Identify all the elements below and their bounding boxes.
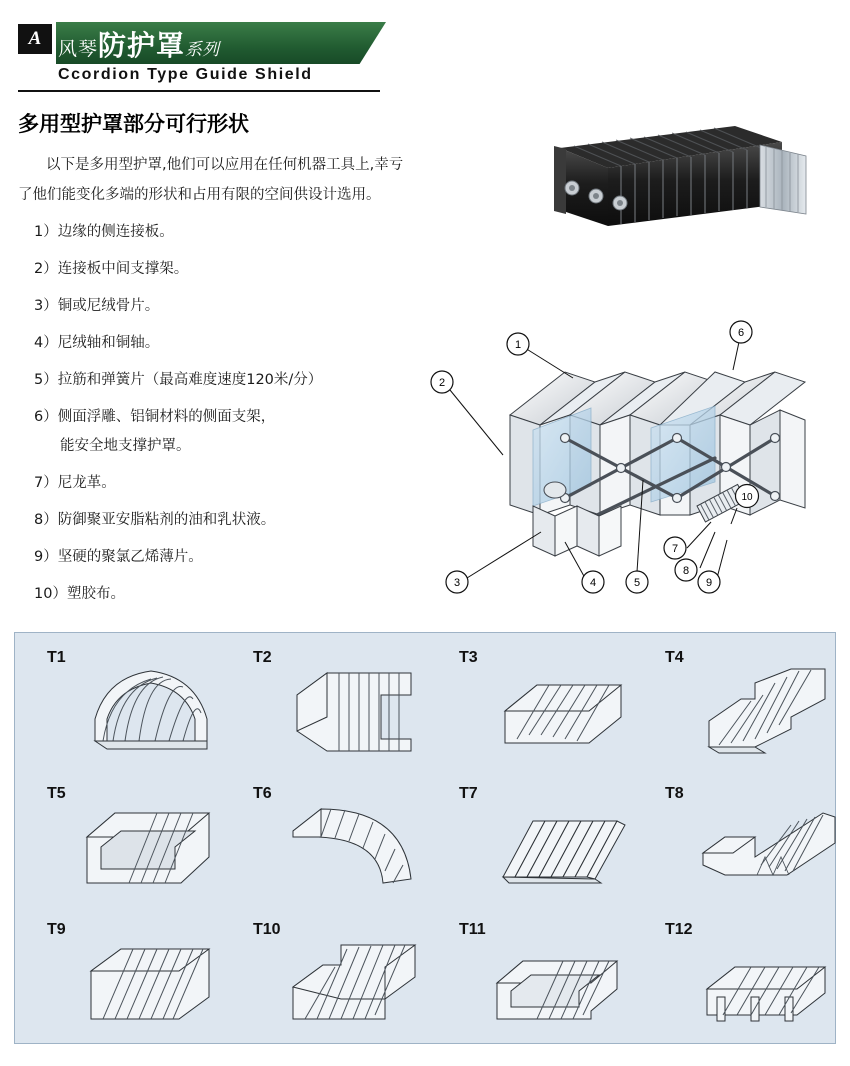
list-item [34, 222, 424, 242]
svg-text:2: 2 [438, 377, 446, 389]
shape-cell-t3 [437, 641, 642, 769]
svg-text:10: 10 [741, 492, 753, 503]
shape-art-legged-bellows [695, 927, 843, 1033]
shape-label: T12 [665, 921, 693, 938]
list-item-continuation: 能安全地支撑护罩。 [60, 438, 191, 454]
callout-3 [446, 571, 468, 593]
shape-art-triangular-ridge-bellows [489, 791, 637, 897]
list-item-text: 坚硬的聚氯乙烯薄片。 [57, 549, 203, 565]
svg-text:4: 4 [589, 577, 597, 589]
shape-art-long-tapered-bellows [695, 791, 843, 897]
list-item-number: 6） [34, 409, 58, 425]
list-item-text: 连接板中间支撑架。 [57, 261, 189, 277]
list-item-number: 7） [34, 475, 58, 491]
shape-cell-t8 [643, 777, 848, 905]
list-item [34, 547, 424, 567]
shape-label: T6 [253, 785, 272, 802]
shape-cell-t12 [643, 913, 848, 1041]
shape-art-l-shaped-bellows [283, 927, 431, 1033]
shape-label: T3 [459, 649, 478, 666]
shape-label: T4 [665, 649, 684, 666]
shape-label: T11 [459, 921, 486, 938]
callout-1 [507, 333, 529, 355]
list-item-text: 侧面浮雕、铝铜材料的侧面支架， [57, 409, 276, 425]
shape-cell-t7 [437, 777, 642, 905]
intro-paragraph: 以下是多用型护罩,他们可以应用在任何机器工具上,幸亏了他们能变化多端的形状和占用有限的空间供设计选用。 [18, 157, 404, 203]
list-item [34, 473, 424, 493]
shape-art-rectangular-frame-bellows [77, 791, 225, 897]
list-item-text: 尼龙革。 [57, 475, 116, 491]
shape-art-curved-bellows [283, 791, 431, 897]
callout-4 [582, 571, 604, 593]
shape-label: T5 [47, 785, 66, 802]
list-item-number: 5） [34, 372, 58, 388]
exploded-diagram [415, 310, 840, 600]
banner-chinese-title [58, 24, 219, 62]
list-item-number: 8） [34, 512, 58, 528]
callout-8 [675, 559, 697, 581]
series-badge: A [18, 24, 52, 54]
list-item [34, 296, 424, 316]
svg-text:3: 3 [453, 577, 461, 589]
shape-cell-t4 [643, 641, 848, 769]
callout-5 [626, 571, 648, 593]
list-item-number: 2） [34, 261, 58, 277]
shape-cell-t2 [231, 641, 436, 769]
list-item-number: 4） [34, 335, 58, 351]
shape-label: T9 [47, 921, 66, 938]
shape-art-u-channel-bellows [283, 655, 431, 761]
callout-10 [736, 485, 759, 508]
svg-text:9: 9 [705, 577, 713, 589]
banner-title-tail: 系列 [185, 40, 220, 60]
list-item [34, 370, 424, 390]
list-item-text: 拉筋和弹簧片（最高难度速度120米/分） [57, 372, 323, 388]
callout-2 [431, 371, 453, 393]
list-item [34, 333, 424, 353]
shape-cell-t9 [25, 913, 230, 1041]
callout-7 [664, 537, 686, 559]
list-item [34, 407, 424, 456]
list-item [34, 259, 424, 279]
svg-text:7: 7 [671, 543, 679, 555]
list-item [34, 584, 424, 604]
svg-text:6: 6 [737, 327, 745, 339]
shape-art-arched-bellows [77, 655, 225, 761]
header-divider [18, 90, 380, 92]
list-item-number: 10） [34, 586, 67, 602]
shapes-panel [14, 632, 836, 1044]
callout-9 [698, 571, 720, 593]
banner-title-big: 防护罩 [98, 29, 186, 62]
shape-art-open-box-bellows [489, 927, 637, 1033]
shape-cell-t1 [25, 641, 230, 769]
list-item-text: 铜或尼绒骨片。 [57, 298, 160, 314]
shape-label: T1 [47, 649, 66, 666]
list-item-number: 3） [34, 298, 58, 314]
shape-art-stepped-bellows [695, 655, 843, 761]
shape-cell-t6 [231, 777, 436, 905]
callout-6 [730, 321, 752, 343]
list-item-number: 9） [34, 549, 58, 565]
banner-title-small: 风琴 [58, 38, 99, 60]
shape-cell-t10 [231, 913, 436, 1041]
shape-cell-t11 [437, 913, 642, 1041]
shape-cell-t5 [25, 777, 230, 905]
page-title: 多用型护罩部分可行形状 [18, 112, 249, 136]
banner-english-title: Ccordion Type Guide Shield [58, 66, 313, 83]
shape-label: T10 [253, 921, 281, 938]
shape-art-tall-bellows [77, 927, 225, 1033]
list-item-text: 塑胶布。 [66, 586, 125, 602]
svg-text:1: 1 [514, 339, 522, 351]
list-item-number: 1） [34, 224, 58, 240]
shape-label: T8 [665, 785, 684, 802]
shape-label: T2 [253, 649, 272, 666]
list-item-text: 防御聚亚安脂粘剂的油和乳状液。 [57, 512, 276, 528]
list-item [34, 510, 424, 530]
svg-text:8: 8 [682, 565, 690, 577]
shape-label: T7 [459, 785, 478, 802]
product-photo [520, 118, 820, 243]
feature-list [34, 222, 424, 621]
svg-text:5: 5 [633, 577, 641, 589]
shape-art-flat-bellows [489, 655, 637, 761]
list-item-text: 边缘的侧连接板。 [57, 224, 174, 240]
list-item-text: 尼绒轴和铜轴。 [57, 335, 160, 351]
